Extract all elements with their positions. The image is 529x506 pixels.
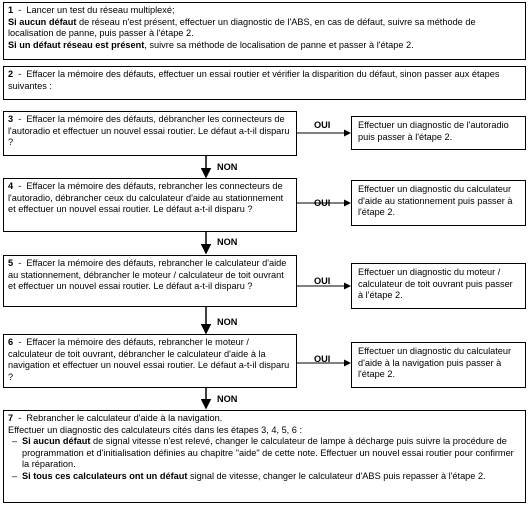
step-3-box: 3 - Effacer la mémoire des défauts, débrancher les connecteurs de l'autoradio et effectuer un nouvel essai routier. Le défaut a-t-il disparu ?: [3, 111, 297, 156]
step-7-intro: Effectuer un diagnostic des calculateurs cités dans les étapes 3, 4, 5, 6 :: [8, 424, 303, 435]
step-7-item-2: [16, 471, 521, 483]
step-6-yes-label: OUI: [314, 354, 331, 364]
step-4-box: 4 - Effacer la mémoire des défauts, rebrancher les connecteurs de l'autoradio, débrancher ceux du calculateur d'aide au stationnement et effectuer un nouvel essai routier. Le défaut a-t-il disparu ?: [3, 178, 297, 232]
step-7-item-1: [16, 436, 521, 471]
step-5-yes-box: [351, 263, 526, 309]
step-7-text: Rebrancher le calculateur d'aide à la navigation.: [26, 413, 223, 423]
step-5-box: 5 - Effacer la mémoire des défauts, rebrancher le calculateur d'aide au stationnement, débrancher le moteur / calculateur de toit ouvrant et effectuer un nouvel essai routier. Le défaut a-t-il disparu ?: [3, 255, 297, 307]
step-4-yes-box: [351, 180, 526, 226]
step-5-yes-label: OUI: [314, 276, 331, 286]
step-6-yes-text: Effectuer un diagnostic du calculateur d'aide à la navigation puis passer à l'étape 2.: [358, 346, 512, 380]
step-7-item-1-text: de signal vitesse n'est relevé, changer le calculateur de lampe à décharge puis suivre la procédure de programmation et d'initialisation définies au chapitre "aide" de cette note. Effectuer un nouvel essai routier pour confirmer la réparation.: [22, 436, 514, 470]
step-4-yes-label: OUI: [314, 198, 331, 208]
step-6-box: 6 - Effacer la mémoire des défauts, rebrancher le moteur / calculateur de toit ouvrant, débrancher le calculateur d'aide à la navigation et effectuer un nouvel essai routier. Le défaut a-t-il disparu ?: [3, 334, 297, 388]
step-1-text: Lancer un test du réseau multiplexé;: [26, 5, 175, 15]
step-1-case-2-text: , suivre sa méthode de localisation de panne et passer à l'étape 2.: [144, 39, 414, 50]
step-1-case-1-text: de réseau n'est présent, effectuer un diagnostic de l'ABS, en cas de défaut, suivre sa méthode de localisation de panne, puis passer à l'étape 2.: [8, 16, 476, 39]
step-6-text: Effacer la mémoire des défauts, rebrancher le moteur / calculateur de toit ouvrant, débrancher le calculateur d'aide à la navigation et effectuer un nouvel essai routier. Le défaut a-t-il disparu ?: [8, 337, 290, 382]
step-7-list: [8, 436, 521, 482]
step-3-text: Effacer la mémoire des défauts, débrancher les connecteurs de l'autoradio et effectuer un nouvel essai routier. Le défaut a-t-il disparu ?: [8, 114, 290, 148]
step-5-yes-text: Effectuer un diagnostic du moteur / calculateur de toit ouvrant puis passer à l'étape 2.: [358, 267, 513, 301]
step-6-number: 6: [8, 337, 14, 347]
step-1-box: 1 - Lancer un test du réseau multiplexé; Si aucun défaut de réseau n'est présent, effectuer un diagnostic de l'ABS, en cas de défaut, suivre sa méthode de localisation de panne, puis passer à l'étape 2. Si un défaut réseau est présent, suivre sa méthode de localisation de panne et passer à l'étape 2.: [3, 2, 526, 60]
step-1-case-2-bold: Si un défaut réseau est présent: [8, 39, 145, 50]
step-6-no-label: NON: [217, 394, 238, 404]
step-7-item-2-bold: Si tous ces calculateurs ont un défaut: [22, 470, 188, 481]
step-7-number: 7: [8, 413, 14, 423]
step-5-no-label: NON: [217, 317, 238, 327]
step-3-yes-text: Effectuer un diagnostic de l'autoradio puis passer à l'étape 2.: [358, 120, 509, 142]
step-2-number: 2: [8, 69, 14, 79]
step-5-text: Effacer la mémoire des défauts, rebrancher le calculateur d'aide au stationnement, débrancher le moteur / calculateur de toit ouvrant et effectuer un nouvel essai routier. Le défaut a-t-il disparu ?: [8, 258, 287, 292]
step-5-number: 5: [8, 258, 14, 268]
step-3-yes-label: OUI: [314, 120, 331, 130]
step-1-case-1-bold: Si aucun défaut: [8, 16, 77, 27]
step-2-box: 2 - Effacer la mémoire des défauts, effectuer un essai routier et vérifier la disparition du défaut, sinon passer aux étapes suivantes :: [3, 66, 526, 100]
step-3-yes-box: [351, 116, 526, 150]
step-3-number: 3: [8, 114, 14, 124]
step-4-yes-text: Effectuer un diagnostic du calculateur d'aide au stationnement puis passer à l'étape 2.: [358, 184, 513, 218]
step-7-item-1-bold: Si aucun défaut: [22, 436, 91, 447]
step-7-item-2-text: signal de vitesse, changer le calculateur d'ABS puis repasser à l'étape 2.: [187, 470, 486, 481]
step-6-yes-box: [351, 342, 526, 388]
step-3-no-label: NON: [217, 162, 238, 172]
step-4-text: Effacer la mémoire des défauts, rebrancher les connecteurs de l'autoradio, débrancher ceux du calculateur d'aide au stationnement et effectuer un nouvel essai routier. Le défaut a-t-il disparu ?: [8, 181, 284, 215]
step-4-number: 4: [8, 181, 14, 191]
step-2-text: Effacer la mémoire des défauts, effectuer un essai routier et vérifier la disparition du défaut, sinon passer aux étapes suivantes :: [8, 69, 500, 91]
step-1-number: 1: [8, 5, 14, 15]
step-4-no-label: NON: [217, 237, 238, 247]
step-7-box: 7 - Rebrancher le calculateur d'aide à la navigation. Effectuer un diagnostic des calculateurs cités dans les étapes 3, 4, 5, 6 : – Si aucun défaut de signal vitesse n'est relevé, changer le calculateur de lampe à décharge puis suivre la procédure de programmation et d'initialisation définies au chapitre "aide" de cette note. Effectuer un nouvel essai routier pour confirmer la réparation. – Si tous ces calculateurs ont un défaut signal de vitesse, changer le calculateur d'ABS puis repasser à l'étape 2.: [3, 410, 526, 503]
